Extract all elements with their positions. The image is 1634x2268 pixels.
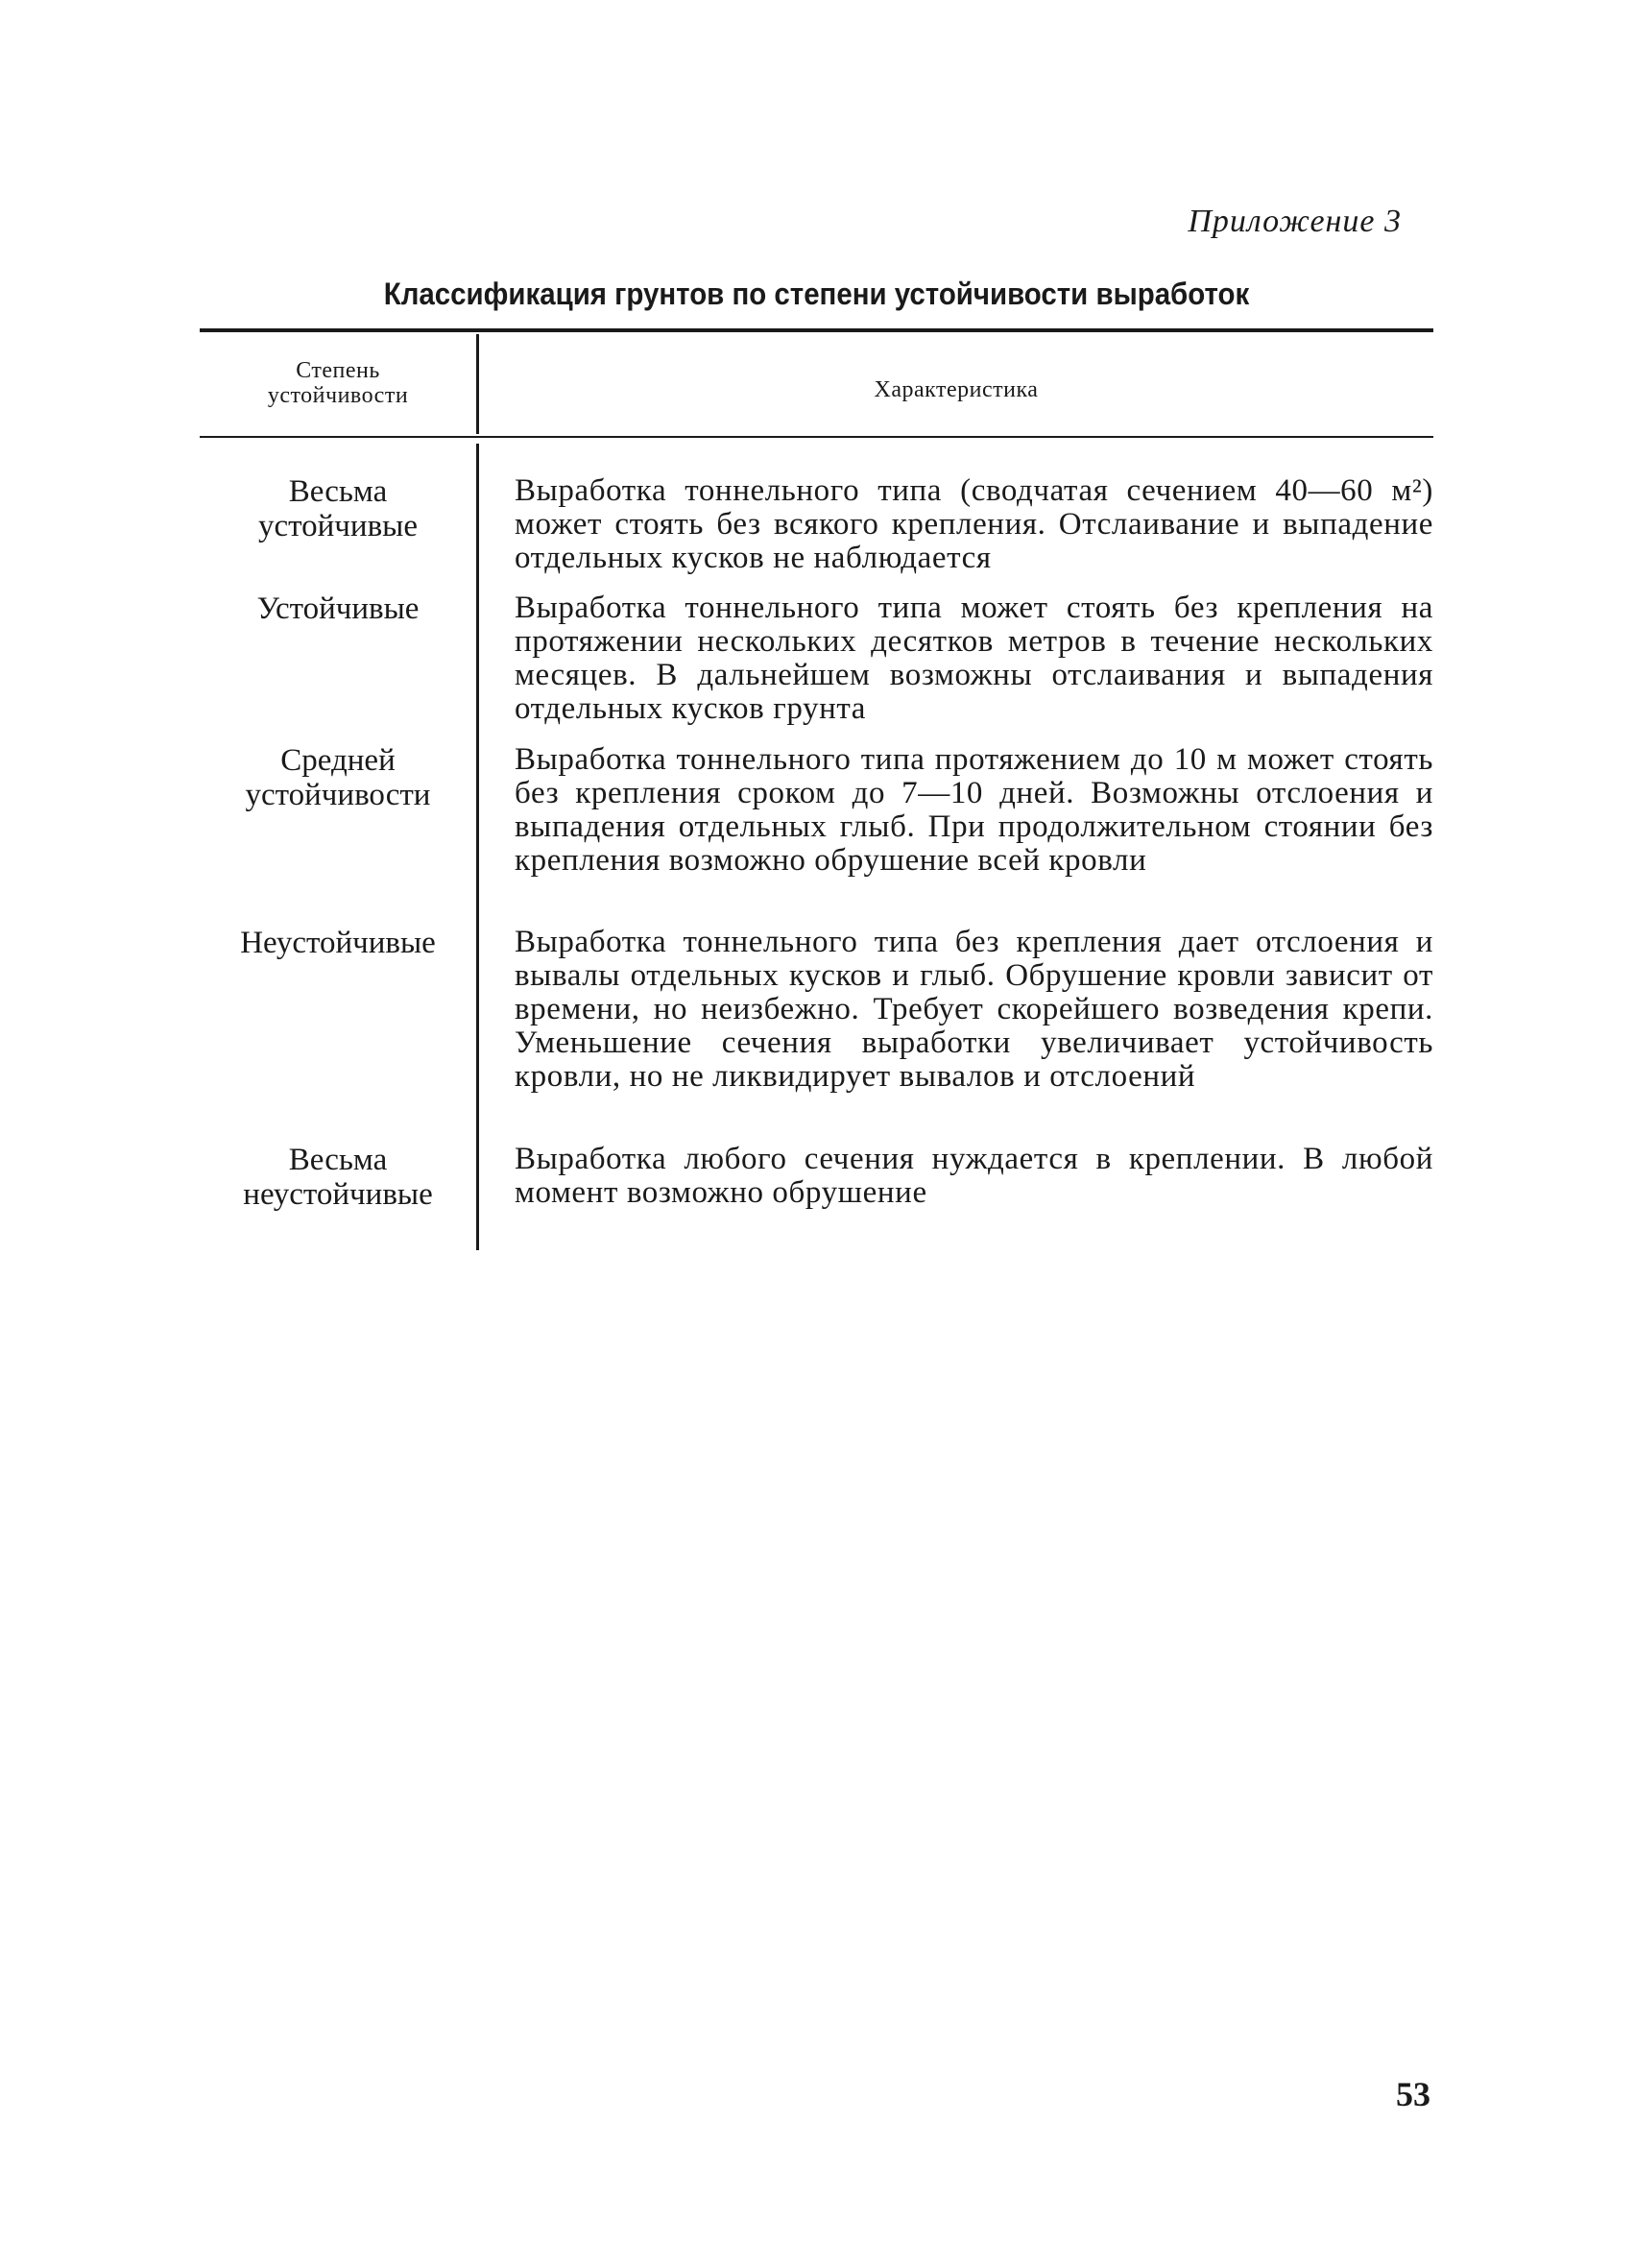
table-row-description: Выработка тоннельного типа (сводчатая сечением 40—60 м²) может стоять без всякого крепления. Отслаивание и выпадение отдельных кусков не наблюдается — [515, 473, 1433, 575]
table-row-degree: Весьма неустойчивые — [243, 1143, 433, 1212]
table-row-degree: Весьма устойчивые — [258, 474, 418, 543]
table-row-description: Выработка тоннельного типа без крепления дает отслоения и вывалы отдельных кусков и глыб. Обрушение кровли зависит от времени, но неизбежно. Требует скорейшего возведения крепи. Уменьшение сечения выработки увеличивает устойчивость кровли, но не ликвидирует вывалов и отслоений — [515, 925, 1433, 1094]
table-row-description: Выработка тоннельного типа протяжением до 10 м может стоять без крепления сроком до 7—10 дней. Возможны отслоения и выпадения отдельных глыб. При продолжительном стоянии без крепления возможно обрушение всей кровли — [515, 742, 1433, 878]
column-header-characteristic: Характеристика — [874, 377, 1039, 402]
column-header-degree: Степень устойчивости — [267, 358, 409, 408]
page-title: Классификация грунтов по степени устойчивости выработок — [383, 277, 1250, 311]
table-top-rule — [200, 328, 1433, 332]
page-number: 53 — [1396, 2075, 1430, 2113]
table-row-degree: Средней устойчивости — [245, 743, 431, 812]
table-header-rule — [200, 436, 1433, 438]
body-column-divider — [476, 444, 479, 1250]
appendix-label: Приложение 3 — [1188, 204, 1402, 239]
table-row-degree: Неустойчивые — [240, 926, 436, 960]
table-row-degree: Устойчивые — [256, 591, 420, 626]
table-row-description: Выработка тоннельного типа может стоять без крепления на протяжении нескольких десятков метров в течение нескольких месяцев. В дальнейшем возможны отслаивания и выпадения отдельных кусков грунта — [515, 591, 1433, 726]
table-row-description: Выработка любого сечения нуждается в креплении. В любой момент возможно обрушение — [515, 1142, 1433, 1210]
